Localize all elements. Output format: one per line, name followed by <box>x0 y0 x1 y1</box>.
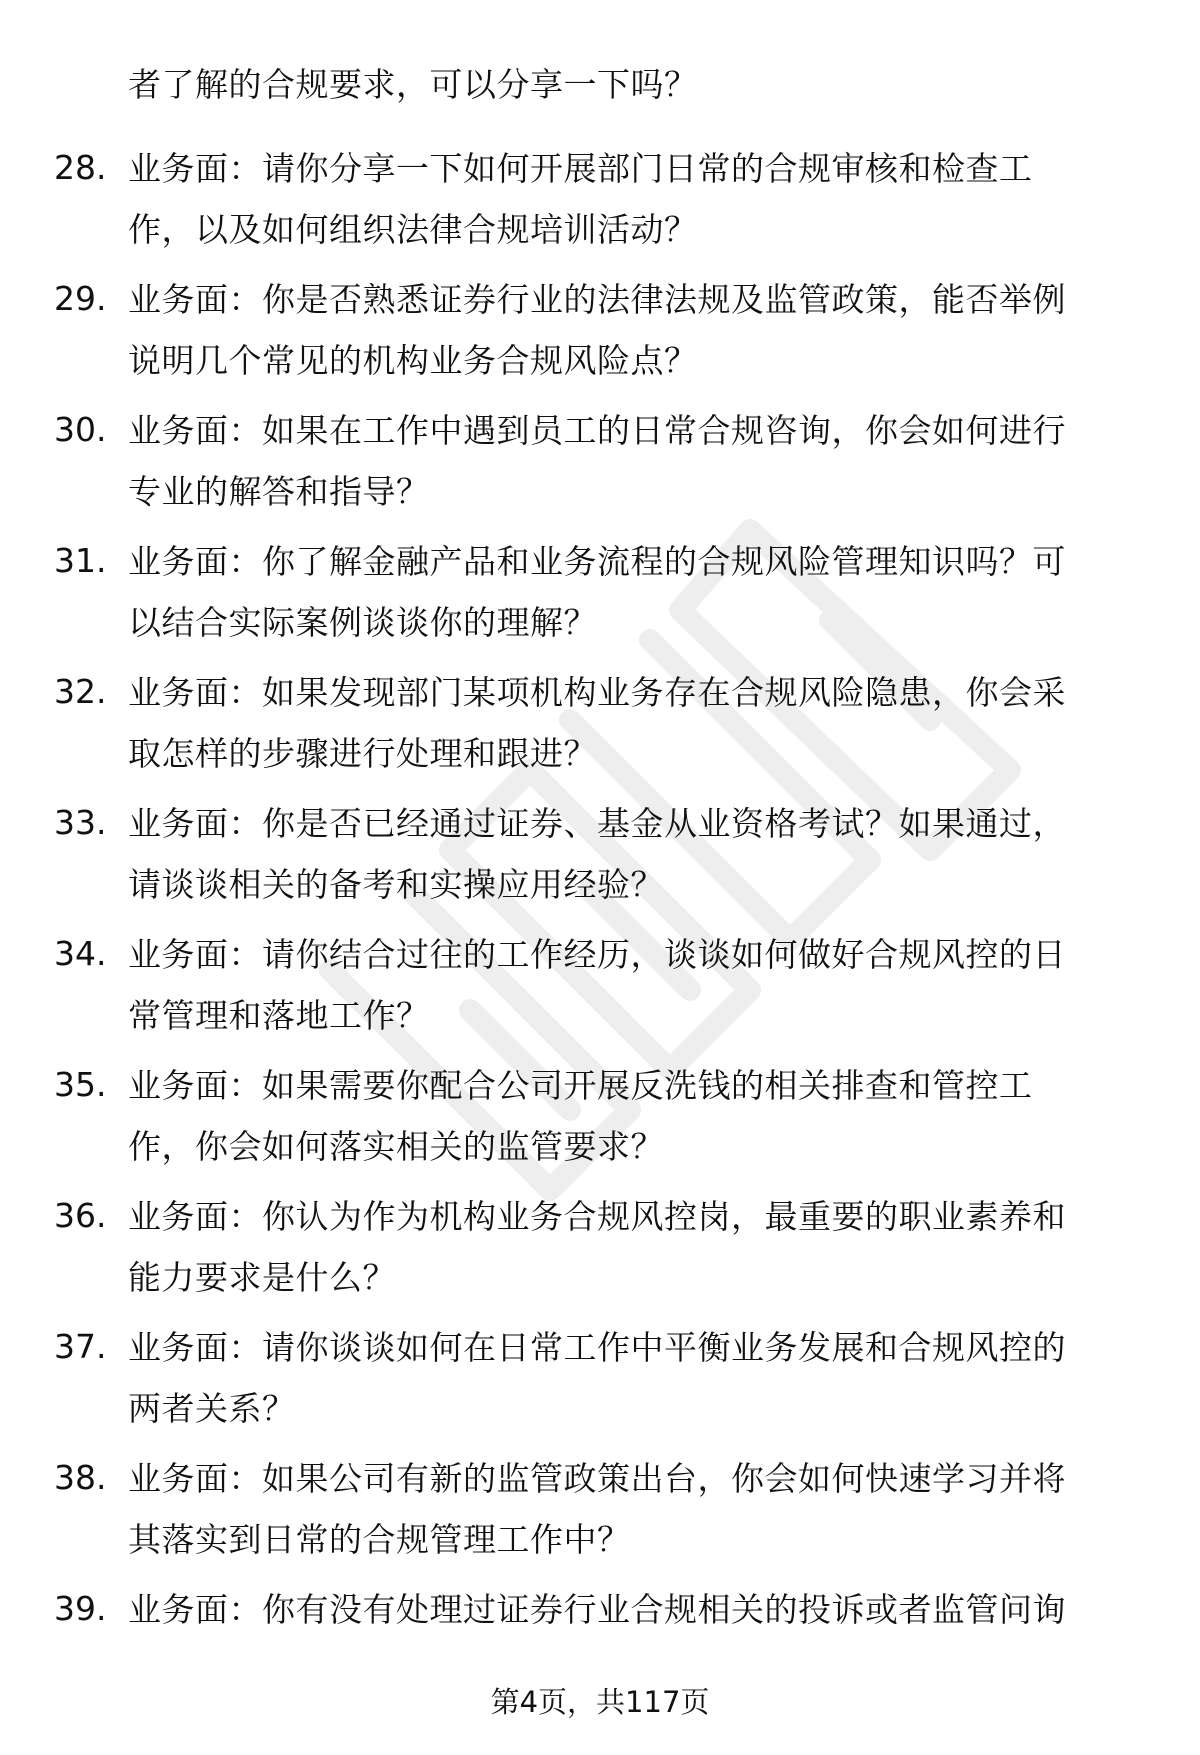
question-text-line: 业务面：你有没有处理过证券行业合规相关的投诉或者监管问询 <box>128 1590 1066 1629</box>
question-text-line: 取怎样的步骤进行处理和跟进？ <box>128 734 597 773</box>
question-number: 29. <box>54 279 107 318</box>
question-text-line: 业务面：请你结合过往的工作经历，谈谈如何做好合规风控的日 <box>128 935 1066 974</box>
question-text-line: 能力要求是什么？ <box>128 1258 396 1297</box>
question-number: 38. <box>54 1458 107 1497</box>
question-text <box>128 1448 1158 1570</box>
question-number: 36. <box>54 1196 107 1235</box>
question-item <box>0 1193 1200 1324</box>
question-text-line: 业务面：如果在工作中遇到员工的日常合规咨询，你会如何进行 <box>128 411 1066 450</box>
page-footer: 第4页，共117页 <box>490 1685 710 1719</box>
continuation-line: 者了解的合规要求，可以分享一下吗？ <box>128 65 698 104</box>
question-text-line: 以结合实际案例谈谈你的理解？ <box>128 603 597 642</box>
question-item <box>0 538 1200 669</box>
question-item <box>0 1062 1200 1193</box>
question-text <box>128 269 1158 391</box>
question-text <box>128 400 1158 522</box>
question-text <box>128 662 1158 784</box>
question-text-line: 业务面：请你谈谈如何在日常工作中平衡业务发展和合规风控的 <box>128 1328 1066 1367</box>
question-text-line: 业务面：请你分享一下如何开展部门日常的合规审核和检查工 <box>128 149 1033 188</box>
question-text-line: 两者关系？ <box>128 1389 296 1428</box>
question-item <box>0 407 1200 538</box>
question-text-line: 业务面：如果发现部门某项机构业务存在合规风险隐患，你会采 <box>128 673 1066 712</box>
question-text-line: 专业的解答和指导？ <box>128 472 430 511</box>
question-text-line: 业务面：你是否已经通过证券、基金从业资格考试？如果通过， <box>128 804 1066 843</box>
question-item <box>0 145 1200 276</box>
question-number: 28. <box>54 148 107 187</box>
question-text <box>128 924 1158 1046</box>
question-number: 30. <box>54 410 107 449</box>
question-item <box>0 1455 1200 1586</box>
question-text-line: 业务面：如果公司有新的监管政策出台，你会如何快速学习并将 <box>128 1459 1066 1498</box>
question-text-line: 其落实到日常的合规管理工作中？ <box>128 1520 631 1559</box>
question-text-line: 作，以及如何组织法律合规培训活动？ <box>128 210 698 249</box>
question-text-line: 说明几个常见的机构业务合规风险点？ <box>128 341 698 380</box>
question-text-line: 业务面：你是否熟悉证券行业的法律法规及监管政策，能否举例 <box>128 280 1066 319</box>
question-text <box>128 1579 1158 1640</box>
question-list <box>0 145 1200 1717</box>
question-number: 31. <box>54 541 107 580</box>
question-text-line: 请谈谈相关的备考和实操应用经验？ <box>128 865 664 904</box>
question-number: 37. <box>54 1327 107 1366</box>
question-number: 34. <box>54 934 107 973</box>
question-text <box>128 793 1158 915</box>
question-item <box>0 1324 1200 1455</box>
question-text <box>128 1186 1158 1308</box>
question-text-line: 业务面：如果需要你配合公司开展反洗钱的相关排查和管控工 <box>128 1066 1033 1105</box>
question-number: 33. <box>54 803 107 842</box>
question-text <box>128 531 1158 653</box>
question-text-line: 业务面：你了解金融产品和业务流程的合规风险管理知识吗？可 <box>128 542 1066 581</box>
question-text-line: 业务面：你认为作为机构业务合规风控岗，最重要的职业素养和 <box>128 1197 1066 1236</box>
question-number: 35. <box>54 1065 107 1104</box>
question-text <box>128 1055 1158 1177</box>
question-number: 32. <box>54 672 107 711</box>
question-item <box>0 276 1200 407</box>
question-item <box>0 669 1200 800</box>
question-text <box>128 1317 1158 1439</box>
question-text <box>128 138 1158 260</box>
question-text-line: 常管理和落地工作？ <box>128 996 430 1035</box>
question-item <box>0 931 1200 1062</box>
question-number: 39. <box>54 1589 107 1628</box>
question-item <box>0 800 1200 931</box>
question-text-line: 作，你会如何落实相关的监管要求？ <box>128 1127 664 1166</box>
